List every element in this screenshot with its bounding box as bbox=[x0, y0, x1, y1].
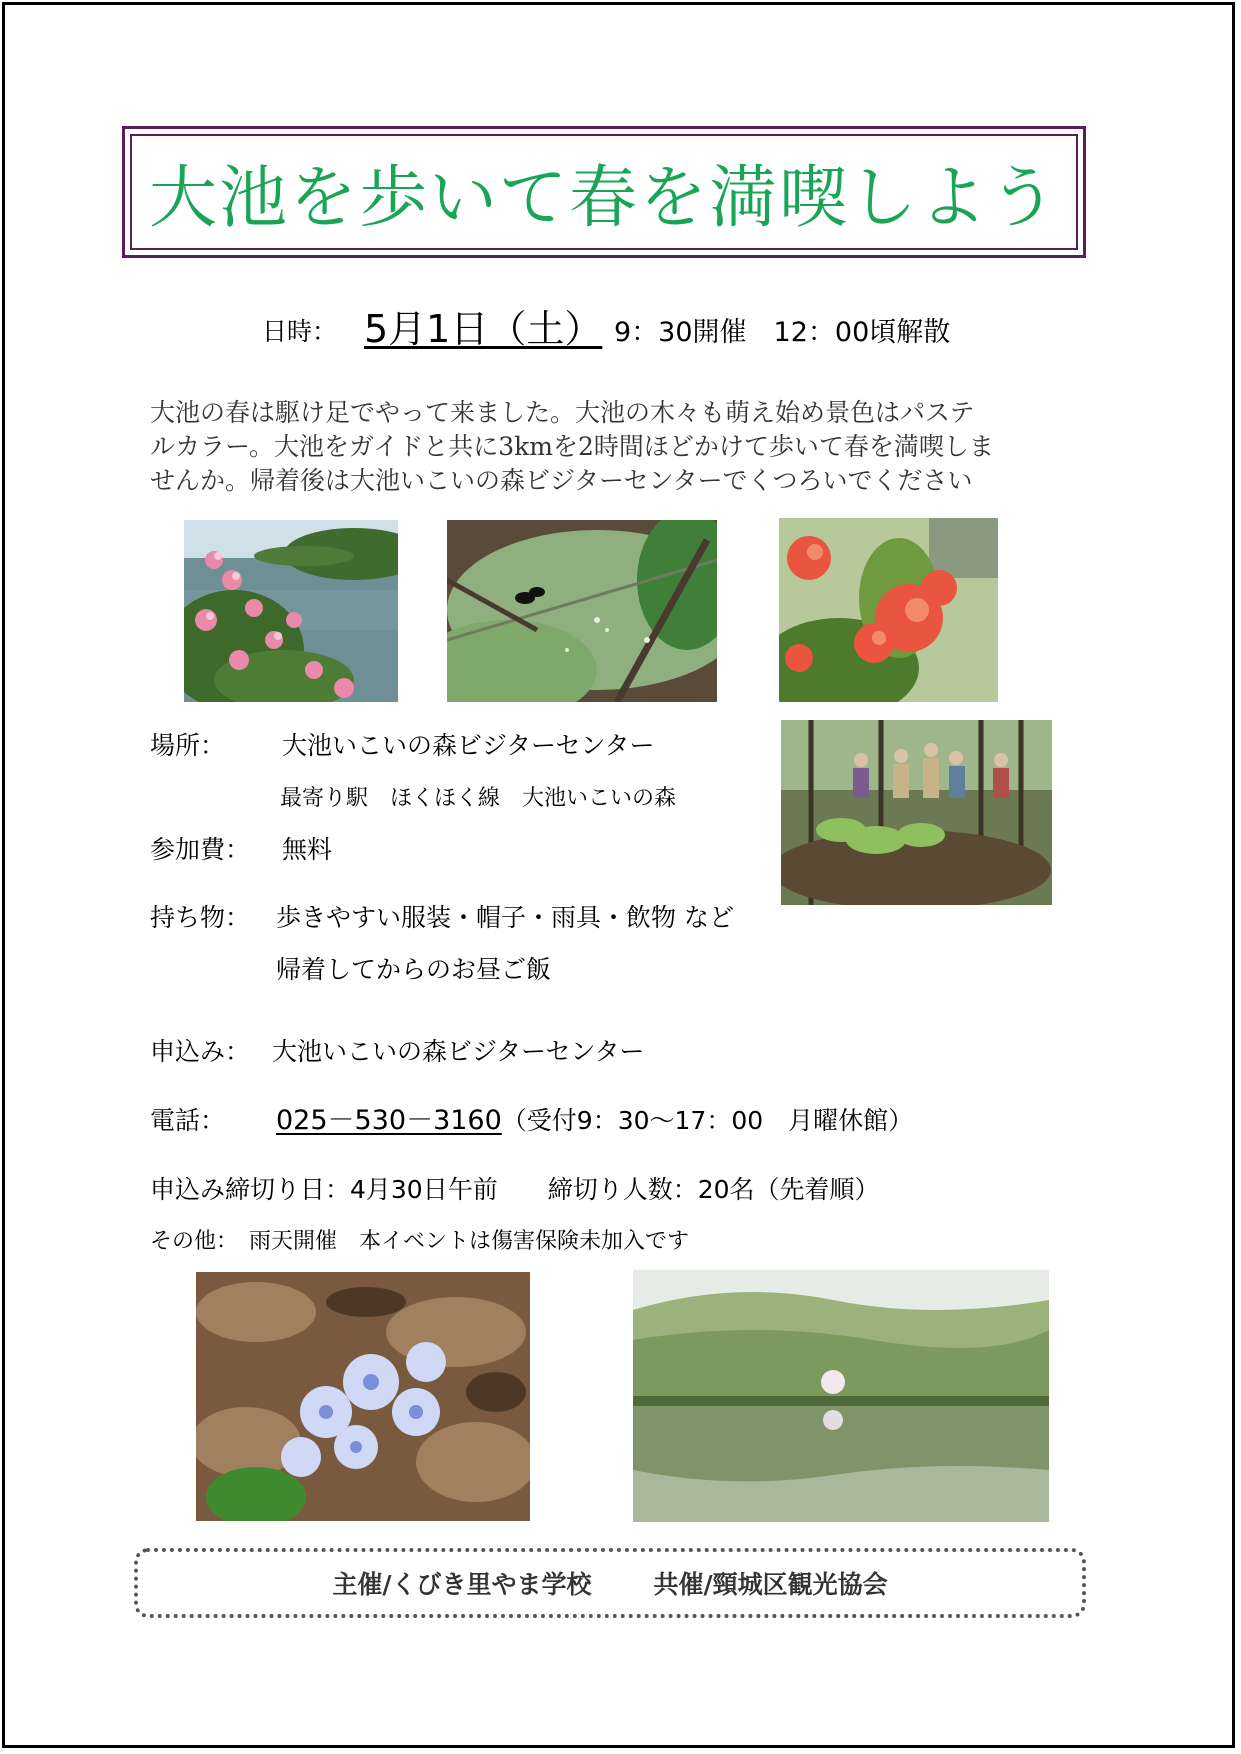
title-frame bbox=[122, 126, 1086, 258]
photo-red-azalea bbox=[779, 518, 998, 702]
intro-paragraph bbox=[150, 396, 1070, 498]
date-label: 日時： bbox=[262, 317, 338, 346]
photo-group-walk bbox=[781, 720, 1052, 905]
apply-label: 申込み： bbox=[150, 1037, 251, 1066]
host: 主催/くびき里やま学校 bbox=[332, 1570, 592, 1599]
items-line: 帰着してからのお昼ご飯 bbox=[276, 955, 552, 984]
fee-label: 参加費： bbox=[150, 835, 251, 864]
photo-pond-reflection bbox=[633, 1270, 1049, 1522]
page-title: 大池を歩いて春を満喫しよう bbox=[148, 158, 1059, 238]
organizers-box bbox=[134, 1548, 1086, 1618]
phone-label: 電話： bbox=[150, 1106, 226, 1135]
cohost: 共催/頸城区観光協会 bbox=[653, 1570, 888, 1599]
place-label: 場所： bbox=[150, 731, 226, 760]
phone-number[interactable]: 025－530－3160 bbox=[276, 1105, 502, 1136]
phone-line bbox=[276, 1098, 913, 1137]
items-line: 歩きやすい服装・帽子・雨具・飲物 など bbox=[276, 903, 734, 932]
event-date: 5月1日（土） bbox=[364, 307, 603, 351]
phone-note: （受付9：30～17：00 月曜休館） bbox=[501, 1106, 914, 1135]
photo-blue-flowers bbox=[196, 1272, 530, 1521]
deadline-info: 申込み締切り日：4月30日午前 締切り人数：20名（先着順） bbox=[150, 1175, 880, 1204]
intro-line: ルカラー。大池をガイドと共に3kmを2時間ほどかけて歩いて春を満喫しま bbox=[150, 432, 994, 461]
apply-value: 大池いこいの森ビジターセンター bbox=[272, 1037, 645, 1066]
title-inner-frame bbox=[130, 134, 1078, 250]
fee-value: 無料 bbox=[282, 835, 333, 864]
other-info: その他： 雨天開催 本イベントは傷害保険未加入です bbox=[150, 1229, 690, 1254]
photo-leaf-dew bbox=[447, 520, 717, 702]
event-times: 9：30開催 12：00頃解散 bbox=[614, 317, 951, 348]
organizers bbox=[332, 1565, 887, 1601]
nearest-station: 最寄り駅 ほくほく線 大池いこいの森 bbox=[280, 786, 677, 811]
intro-line: せんか。帰着後は大池いこいの森ビジターセンターでくつろいでください bbox=[150, 466, 973, 495]
place-value: 大池いこいの森ビジターセンター bbox=[282, 731, 655, 760]
photo-pond-pink-flowers bbox=[184, 520, 398, 702]
intro-line: 大池の春は駆け足でやって来ました。大池の木々も萌え始め景色はパステ bbox=[150, 398, 975, 427]
items-label: 持ち物： bbox=[150, 903, 251, 932]
